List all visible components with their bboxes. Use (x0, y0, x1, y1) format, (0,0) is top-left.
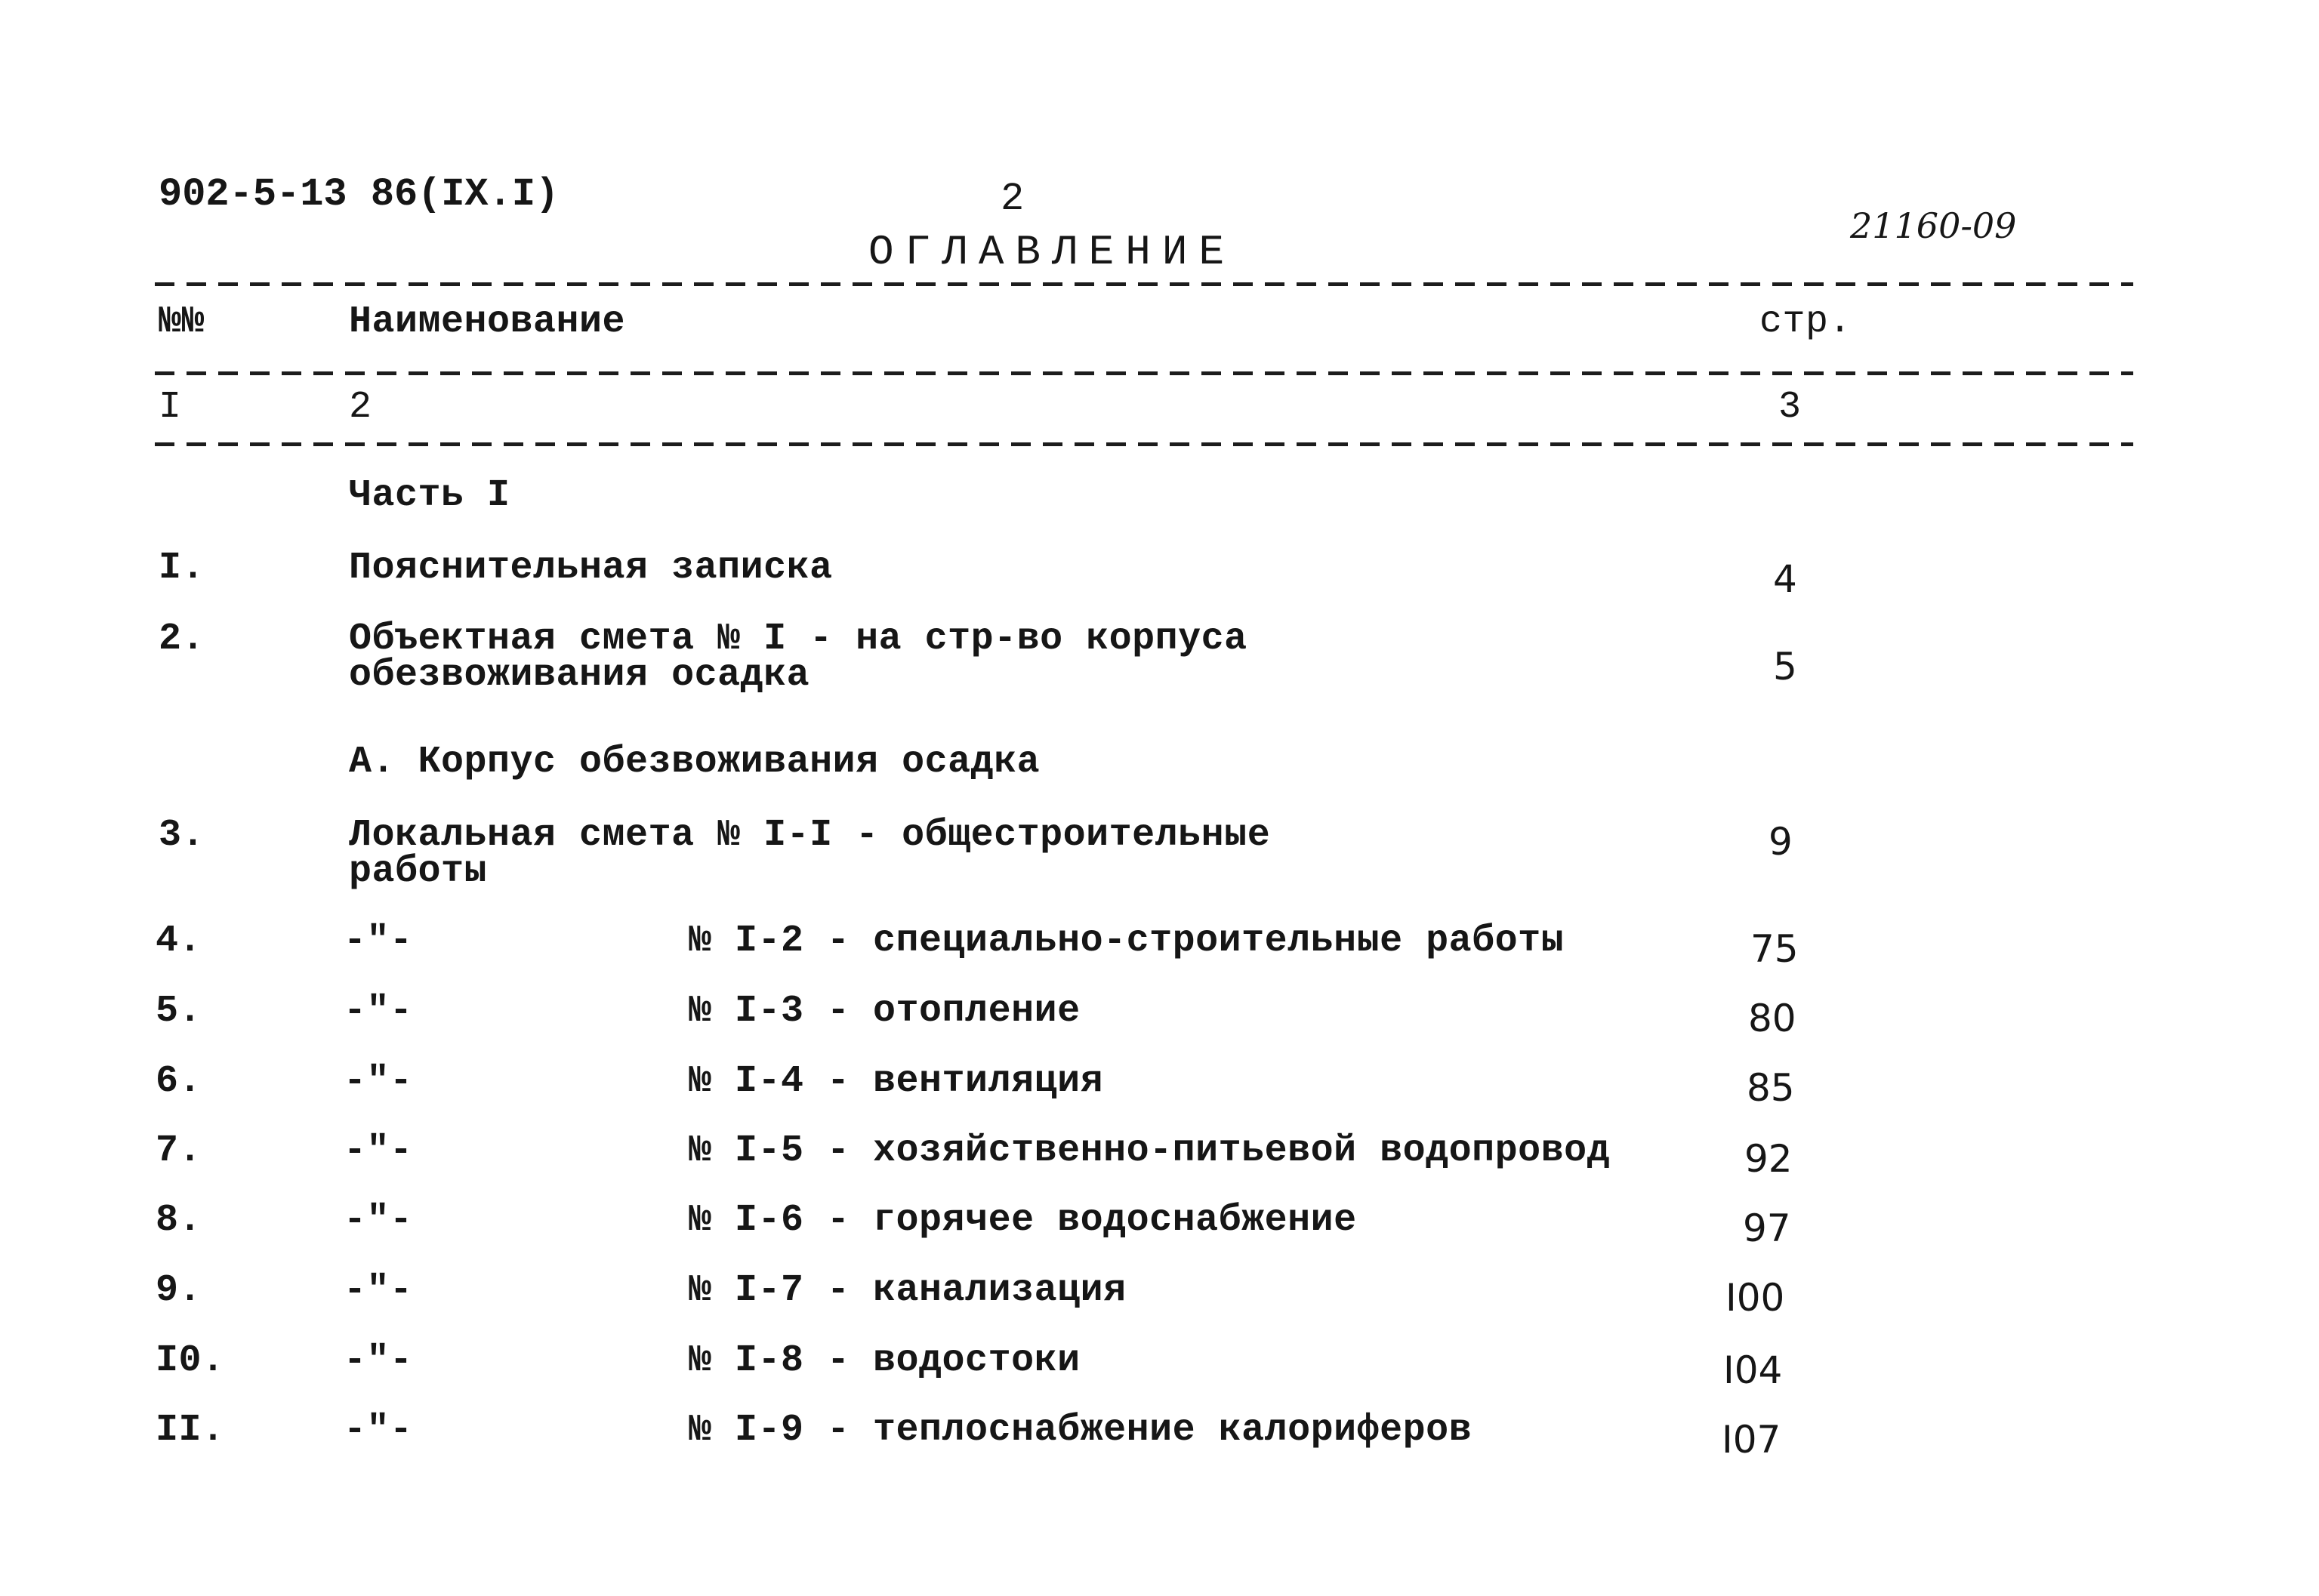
entry-page: 4 (1773, 557, 1797, 601)
item-description: № I-7 - канализация (689, 1269, 1127, 1312)
item-page: 92 (1744, 1137, 1793, 1181)
item-ditto: -"- (344, 1409, 413, 1452)
entry-page: 9 (1769, 820, 1793, 864)
item-description: № I-9 - теплоснабжение калориферов (689, 1409, 1473, 1452)
item-ditto: -"- (344, 990, 413, 1033)
item-ditto: -"- (344, 920, 413, 963)
item-page: 85 (1747, 1066, 1795, 1110)
entry-title-line2: обезвоживания осадка (349, 654, 810, 697)
item-page: I07 (1722, 1418, 1781, 1462)
item-ditto: -"- (344, 1129, 413, 1172)
item-ditto: -"- (344, 1199, 413, 1242)
entry-number: 2. (159, 618, 205, 661)
column-index-name: 2 (349, 386, 372, 429)
item-description: № I-8 - водостоки (689, 1339, 1081, 1382)
entry-page: 5 (1773, 645, 1797, 689)
divider-middle (155, 371, 2133, 375)
item-page: 75 (1750, 927, 1799, 971)
entry-number: I. (159, 547, 205, 590)
entry-title: Пояснительная записка (349, 547, 833, 590)
item-description: № I-6 - горячее водоснабжение (689, 1199, 1357, 1242)
item-description: № I-2 - специально-строительные работы (689, 920, 1565, 963)
divider-bottom (155, 442, 2133, 446)
entry-title-line2: работы (349, 850, 488, 893)
item-description: № I-4 - вентиляция (689, 1060, 1104, 1103)
item-number: 6. (156, 1060, 202, 1103)
document-code-suffix: (IX.I) (418, 172, 560, 217)
item-number: 8. (156, 1199, 202, 1242)
item-ditto: -"- (344, 1269, 413, 1312)
handwritten-code: 21160-09 (1850, 205, 2017, 246)
item-description: № I-5 - хозяйственно-питьевой водопровод (689, 1129, 1611, 1172)
item-ditto: -"- (344, 1060, 413, 1103)
item-number: 7. (156, 1129, 202, 1172)
item-number: 9. (156, 1269, 202, 1312)
page-title: ОГЛАВЛЕНИЕ (868, 228, 1236, 276)
divider-top (155, 282, 2133, 286)
item-page: I00 (1725, 1276, 1785, 1320)
item-ditto: -"- (344, 1339, 413, 1382)
column-header-name: Наименование (349, 300, 626, 344)
column-header-page: стр. (1759, 300, 1852, 344)
item-number: II. (156, 1409, 225, 1452)
item-number: 4. (156, 920, 202, 963)
item-number: I0. (156, 1339, 225, 1382)
item-number: 5. (156, 990, 202, 1033)
entry-title-line1: Локальная смета № I-I - общестроительные (349, 814, 1271, 857)
entry-number: 3. (159, 814, 205, 857)
part-title: Часть I (349, 474, 510, 517)
item-page: I04 (1723, 1348, 1783, 1392)
column-index-page: 3 (1778, 386, 1802, 429)
item-description: № I-3 - отопление (689, 990, 1081, 1033)
column-header-number: №№ (159, 300, 205, 344)
item-page: 97 (1743, 1206, 1791, 1250)
page-number: 2 (1001, 177, 1025, 221)
entry-title-line1: Объектная смета № I - на стр-во корпуса (349, 618, 1247, 661)
document-code: 902-5-13 86 (159, 172, 418, 217)
item-page: 80 (1748, 997, 1796, 1040)
section-title: А. Корпус обезвоживания осадка (349, 741, 1041, 784)
column-index-number: I (159, 386, 182, 429)
